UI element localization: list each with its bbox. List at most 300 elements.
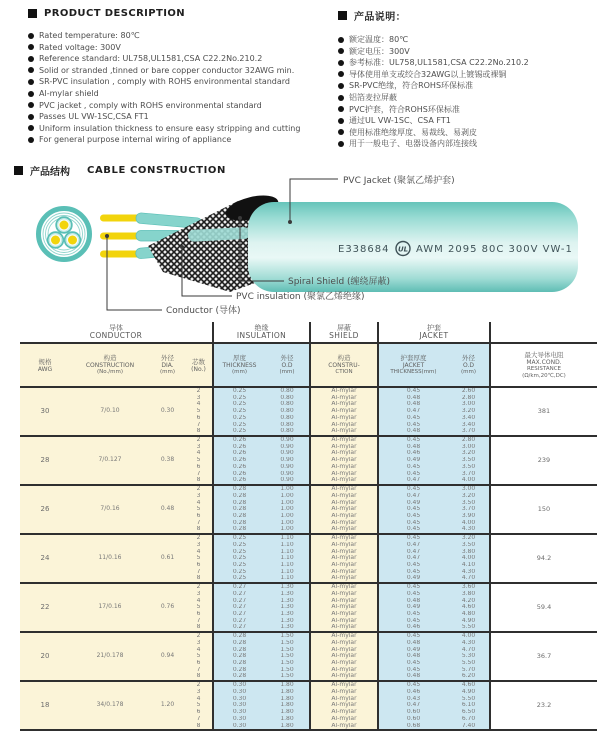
cell-jacket-od: 4.30 — [448, 640, 490, 647]
bullet-icon — [28, 91, 34, 97]
cell-cores: 2 — [185, 387, 213, 395]
cell-ins-od: 1.50 — [265, 673, 310, 681]
cell-ins-od: 1.10 — [265, 569, 310, 576]
cell-cores: 6 — [185, 611, 213, 618]
cell-ins-thickness: 0.26 — [213, 471, 265, 478]
cell-ins-od: 1.00 — [265, 485, 310, 493]
col-jacket-od: 外径 O.D (mm) — [448, 343, 490, 387]
cell-resistance: 94.2 — [490, 534, 597, 583]
cell-jacket-od: 4.30 — [448, 569, 490, 576]
cell-ins-od: 0.80 — [265, 428, 310, 436]
cell-shield: Al-mylar — [310, 408, 378, 415]
construction-heading-zh: 产品结构 — [30, 167, 70, 178]
cell-ins-od: 1.80 — [265, 709, 310, 716]
cell-jacket-od: 5.70 — [448, 667, 490, 674]
spec-subrow — [20, 583, 597, 591]
bullet-text: PVC jacket , comply with ROHS environmental standard — [39, 100, 262, 110]
desc-item-zh — [338, 34, 603, 46]
cell-shield: Al-mylar — [310, 387, 378, 395]
cell-cores: 3 — [185, 591, 213, 598]
cell-jacket-od: 4.90 — [448, 618, 490, 625]
description-column-en — [0, 8, 322, 150]
bullet-icon — [28, 79, 34, 85]
cell-shield: Al-mylar — [310, 640, 378, 647]
bullet-list-en — [28, 30, 322, 146]
cell-jacket-thickness: 0.45 — [378, 520, 448, 527]
cell-ins-thickness: 0.26 — [213, 457, 265, 464]
cell-shield: Al-mylar — [310, 450, 378, 457]
cell-jacket-od: 6.70 — [448, 716, 490, 723]
bullet-icon — [338, 48, 344, 54]
cell-jacket-thickness: 0.43 — [378, 696, 448, 703]
cell-jacket-od: 3.70 — [448, 428, 490, 436]
cell-cores: 5 — [185, 506, 213, 513]
spec-subrow — [20, 436, 597, 444]
cell-jacket-od: 3.90 — [448, 513, 490, 520]
desc-item-en — [28, 65, 322, 77]
cell-ins-thickness: 0.30 — [213, 696, 265, 703]
cell-ins-thickness: 0.28 — [213, 520, 265, 527]
cell-ins-od: 1.30 — [265, 604, 310, 611]
cell-ins-od: 0.90 — [265, 444, 310, 451]
cell-ins-od: 1.50 — [265, 660, 310, 667]
desc-item-en — [28, 53, 322, 65]
product-description-section — [0, 8, 603, 150]
cell-ins-od: 0.80 — [265, 422, 310, 429]
cell-shield: Al-mylar — [310, 647, 378, 654]
cell-jacket-thickness: 0.47 — [378, 477, 448, 485]
bullet-text: 使用标准绝缘厚度、易裁线、易剥皮 — [349, 127, 477, 137]
cell-ins-od: 1.00 — [265, 500, 310, 507]
cell-ins-od: 0.90 — [265, 477, 310, 485]
cell-shield: Al-mylar — [310, 477, 378, 485]
cell-jacket-thickness: 0.60 — [378, 709, 448, 716]
cell-ins-od: 0.90 — [265, 471, 310, 478]
cell-ins-thickness: 0.26 — [213, 444, 265, 451]
cell-jacket-od: 5.30 — [448, 653, 490, 660]
spec-table — [20, 322, 597, 731]
cell-ins-od: 1.50 — [265, 653, 310, 660]
cell-jacket-thickness: 0.45 — [378, 618, 448, 625]
cell-shield: Al-mylar — [310, 709, 378, 716]
cell-cores: 7 — [185, 471, 213, 478]
cell-dia: 0.61 — [150, 534, 185, 583]
cell-ins-thickness: 0.26 — [213, 464, 265, 471]
bullet-icon — [338, 129, 344, 135]
cell-cores: 6 — [185, 709, 213, 716]
cell-ins-thickness: 0.28 — [213, 485, 265, 493]
cell-ins-od: 0.80 — [265, 415, 310, 422]
bullet-icon — [338, 118, 344, 124]
cell-shield: Al-mylar — [310, 681, 378, 689]
col-ins-od: 外径 O.D (mm) — [265, 343, 310, 387]
cell-awg: 28 — [20, 436, 70, 485]
cell-ins-od: 1.80 — [265, 702, 310, 709]
col-cores: 芯数 (No.) — [185, 343, 213, 387]
section-heading-en — [28, 8, 322, 19]
desc-item-zh — [338, 115, 603, 127]
bullet-text: Rated temperature: 80℃ — [39, 31, 140, 40]
group-label-zh: 屏蔽 — [337, 323, 351, 332]
cell-construction: 7/0.127 — [70, 436, 150, 485]
cell-jacket-thickness: 0.47 — [378, 408, 448, 415]
cell-jacket-od: 6.50 — [448, 709, 490, 716]
construction-heading-en: CABLE CONSTRUCTION — [87, 165, 226, 176]
cell-jacket-thickness: 0.47 — [378, 549, 448, 556]
cell-ins-od: 0.90 — [265, 450, 310, 457]
cell-shield: Al-mylar — [310, 485, 378, 493]
cell-cores: 5 — [185, 408, 213, 415]
bullet-icon — [28, 44, 34, 50]
cell-jacket-od: 4.00 — [448, 477, 490, 485]
cell-jacket-thickness: 0.45 — [378, 583, 448, 591]
cell-jacket-thickness: 0.45 — [378, 632, 448, 640]
cell-shield: Al-mylar — [310, 604, 378, 611]
cell-ins-od: 1.50 — [265, 647, 310, 654]
cell-cores: 5 — [185, 702, 213, 709]
cell-cores: 4 — [185, 696, 213, 703]
cell-cores: 3 — [185, 493, 213, 500]
cell-ins-thickness: 0.28 — [213, 513, 265, 520]
cell-ins-od: 1.00 — [265, 513, 310, 520]
cell-jacket-thickness: 0.47 — [378, 542, 448, 549]
cell-jacket-od: 3.40 — [448, 422, 490, 429]
cell-jacket-od: 3.20 — [448, 493, 490, 500]
cell-jacket-od: 3.50 — [448, 500, 490, 507]
col-awg: 规格 AWG — [20, 343, 70, 387]
cell-ins-thickness: 0.30 — [213, 716, 265, 723]
cell-resistance: 381 — [490, 387, 597, 436]
cell-cores: 6 — [185, 513, 213, 520]
cell-cores: 7 — [185, 569, 213, 576]
bullet-icon — [338, 83, 344, 89]
cell-jacket-thickness: 0.45 — [378, 569, 448, 576]
bullet-text: SR-PVC绝缘，符合ROHS环保标准 — [349, 81, 474, 91]
cell-jacket-od: 4.70 — [448, 647, 490, 654]
cell-jacket-thickness: 0.45 — [378, 471, 448, 478]
bullet-text: Rated voltage: 300V — [39, 42, 121, 52]
group-label-zh: 绝缘 — [254, 323, 269, 332]
col-jacket-thickness: 护套厚度 JACKET THICKNESS(mm) — [378, 343, 448, 387]
bullet-text: Solid or stranded ,tinned or bare copper conductor 32AWG min. — [39, 65, 295, 75]
cell-ins-od: 1.30 — [265, 618, 310, 625]
cell-jacket-od: 4.00 — [448, 520, 490, 527]
bullet-text: Passes UL VW-1SC,CSA FT1 — [39, 112, 149, 122]
cell-shield: Al-mylar — [310, 611, 378, 618]
cell-cores: 2 — [185, 583, 213, 591]
cell-ins-od: 0.90 — [265, 436, 310, 444]
cell-jacket-thickness: 0.45 — [378, 660, 448, 667]
cell-shield: Al-mylar — [310, 422, 378, 429]
cell-cores: 5 — [185, 604, 213, 611]
bullet-icon — [28, 114, 34, 120]
spec-subrow — [20, 387, 597, 395]
cell-shield: Al-mylar — [310, 555, 378, 562]
core-top — [56, 217, 72, 233]
cell-awg: 24 — [20, 534, 70, 583]
cell-cores: 4 — [185, 450, 213, 457]
cell-shield: Al-mylar — [310, 723, 378, 731]
group-label-zh: 导体 — [109, 323, 123, 332]
cell-jacket-od: 5.50 — [448, 696, 490, 703]
cell-ins-thickness: 0.28 — [213, 500, 265, 507]
cell-jacket-thickness: 0.68 — [378, 723, 448, 731]
cell-ins-od: 1.30 — [265, 624, 310, 632]
bullet-icon — [338, 95, 344, 101]
cell-jacket-od: 4.70 — [448, 575, 490, 583]
cell-dia: 0.76 — [150, 583, 185, 632]
cell-ins-thickness: 0.30 — [213, 689, 265, 696]
cell-ins-thickness: 0.27 — [213, 591, 265, 598]
cell-ins-thickness: 0.30 — [213, 723, 265, 731]
cell-construction: 17/0.16 — [70, 583, 150, 632]
cell-ins-thickness: 0.28 — [213, 647, 265, 654]
cell-ins-od: 1.50 — [265, 632, 310, 640]
cell-dia: 1.20 — [150, 681, 185, 730]
cell-ins-od: 0.80 — [265, 387, 310, 395]
cell-jacket-thickness: 0.45 — [378, 506, 448, 513]
group-label-zh: 护套 — [427, 323, 441, 332]
cell-shield: Al-mylar — [310, 653, 378, 660]
cell-jacket-od: 4.10 — [448, 562, 490, 569]
cell-cores: 5 — [185, 555, 213, 562]
cell-shield: Al-mylar — [310, 549, 378, 556]
cable-marking-text: AWM 2095 80C 300V VW-1 — [416, 244, 573, 255]
cell-cores: 5 — [185, 653, 213, 660]
cell-jacket-od: 3.20 — [448, 408, 490, 415]
cell-shield: Al-mylar — [310, 618, 378, 625]
cell-shield: Al-mylar — [310, 415, 378, 422]
cell-construction: 34/0.178 — [70, 681, 150, 730]
bullet-text: 导体使用单支或绞合32AWG以上镀锡或裸铜 — [349, 69, 507, 79]
description-column-zh — [322, 8, 603, 150]
cell-jacket-thickness: 0.47 — [378, 493, 448, 500]
cell-jacket-thickness: 0.45 — [378, 534, 448, 542]
bullet-icon — [28, 125, 34, 131]
cell-ins-thickness: 0.30 — [213, 702, 265, 709]
cell-jacket-thickness: 0.45 — [378, 485, 448, 493]
col-max-resistance: 最大导体电阻 MAX.COND. RESISTANCE (Ω/km,20℃,DC) — [490, 343, 597, 387]
cell-jacket-od: 3.40 — [448, 415, 490, 422]
cell-jacket-thickness: 0.49 — [378, 500, 448, 507]
cell-shield: Al-mylar — [310, 716, 378, 723]
cell-jacket-thickness: 0.47 — [378, 702, 448, 709]
cell-resistance: 150 — [490, 485, 597, 534]
cell-ins-thickness: 0.25 — [213, 569, 265, 576]
cell-jacket-od: 6.20 — [448, 673, 490, 681]
group-label-en: CONDUCTOR — [89, 330, 143, 340]
cell-ins-thickness: 0.27 — [213, 598, 265, 605]
group-label-en: SHIELD — [329, 330, 359, 340]
cell-shield: Al-mylar — [310, 591, 378, 598]
cell-cores: 4 — [185, 598, 213, 605]
cell-shield: Al-mylar — [310, 542, 378, 549]
cell-ins-od: 1.80 — [265, 681, 310, 689]
desc-item-en — [28, 42, 322, 54]
black-square-icon — [338, 11, 347, 20]
bullet-icon — [338, 141, 344, 147]
cell-awg: 30 — [20, 387, 70, 436]
cell-jacket-thickness: 0.45 — [378, 562, 448, 569]
cell-cores: 2 — [185, 534, 213, 542]
cell-ins-od: 1.10 — [265, 562, 310, 569]
cell-construction: 7/0.16 — [70, 485, 150, 534]
cell-resistance: 239 — [490, 436, 597, 485]
section-heading-zh — [338, 8, 603, 23]
cell-ins-thickness: 0.25 — [213, 542, 265, 549]
cell-ins-od: 1.00 — [265, 493, 310, 500]
section-heading-zh-text: 产品说明： — [354, 12, 406, 23]
cell-ins-thickness: 0.25 — [213, 534, 265, 542]
cell-jacket-od: 5.50 — [448, 660, 490, 667]
cell-jacket-od: 7.40 — [448, 723, 490, 731]
cell-ins-thickness: 0.25 — [213, 562, 265, 569]
cell-ins-od: 1.30 — [265, 598, 310, 605]
cell-jacket-od: 3.00 — [448, 401, 490, 408]
label-conductor: Conductor (导体) — [166, 306, 241, 316]
cell-shield: Al-mylar — [310, 464, 378, 471]
cell-shield: Al-mylar — [310, 493, 378, 500]
cell-cores: 4 — [185, 500, 213, 507]
cell-ins-od: 0.90 — [265, 457, 310, 464]
cell-shield: Al-mylar — [310, 471, 378, 478]
cell-cores: 3 — [185, 542, 213, 549]
bullet-text: 额定温度：80℃ — [349, 35, 409, 44]
desc-item-en — [28, 134, 322, 146]
bullet-icon — [28, 102, 34, 108]
cell-ins-od: 0.80 — [265, 408, 310, 415]
bullet-text: For general purpose internal wiring of appliance — [39, 135, 232, 145]
desc-item-en — [28, 30, 322, 42]
cell-jacket-od: 4.60 — [448, 604, 490, 611]
cell-awg: 26 — [20, 485, 70, 534]
cell-dia: 0.38 — [150, 436, 185, 485]
cell-ins-od: 0.80 — [265, 395, 310, 402]
cell-cores: 7 — [185, 422, 213, 429]
cell-ins-od: 1.10 — [265, 542, 310, 549]
cell-jacket-thickness: 0.49 — [378, 647, 448, 654]
cell-jacket-od: 3.70 — [448, 471, 490, 478]
cell-cores: 8 — [185, 575, 213, 583]
bullet-text: PVC护套，符合ROHS环保标准 — [349, 104, 460, 114]
cell-jacket-thickness: 0.48 — [378, 428, 448, 436]
cell-jacket-od: 3.80 — [448, 591, 490, 598]
cell-jacket-od: 4.60 — [448, 681, 490, 689]
cell-ins-thickness: 0.25 — [213, 415, 265, 422]
cell-ins-thickness: 0.25 — [213, 555, 265, 562]
group-resistance — [490, 322, 597, 343]
cell-jacket-thickness: 0.60 — [378, 716, 448, 723]
cell-cores: 6 — [185, 562, 213, 569]
section-heading-en-text: PRODUCT DESCRIPTION — [44, 8, 186, 19]
cell-jacket-od: 3.50 — [448, 542, 490, 549]
cell-construction: 11/0.16 — [70, 534, 150, 583]
cell-ins-thickness: 0.27 — [213, 618, 265, 625]
cell-jacket-thickness: 0.45 — [378, 436, 448, 444]
spec-subrow — [20, 681, 597, 689]
bullet-icon — [28, 67, 34, 73]
cell-jacket-od: 4.20 — [448, 598, 490, 605]
cell-awg: 20 — [20, 632, 70, 681]
bullet-text: 参考标准：UL758,UL1581,CSA C22.2No.210.2 — [349, 58, 529, 68]
cell-jacket-thickness: 0.45 — [378, 526, 448, 534]
cell-shield: Al-mylar — [310, 562, 378, 569]
bullet-text: 铝箔麦拉屏蔽 — [349, 92, 397, 102]
core-bottom-left — [48, 232, 64, 248]
cell-jacket-od: 2.60 — [448, 387, 490, 395]
cell-ins-od: 1.00 — [265, 526, 310, 534]
group-header-row — [20, 322, 597, 343]
cell-ins-thickness: 0.26 — [213, 450, 265, 457]
cell-cores: 7 — [185, 716, 213, 723]
cell-cores: 8 — [185, 723, 213, 731]
cell-shield: Al-mylar — [310, 702, 378, 709]
cell-cores: 8 — [185, 477, 213, 485]
cell-jacket-thickness: 0.48 — [378, 401, 448, 408]
cell-jacket-od: 4.90 — [448, 689, 490, 696]
bullet-text: 通过UL VW-1SC、CSA FT1 — [349, 116, 451, 126]
cell-cores: 7 — [185, 667, 213, 674]
cell-resistance: 36.7 — [490, 632, 597, 681]
cell-resistance: 23.2 — [490, 681, 597, 730]
cell-ins-thickness: 0.25 — [213, 387, 265, 395]
bullet-icon — [338, 60, 344, 66]
desc-item-en — [28, 123, 322, 135]
desc-item-zh — [338, 127, 603, 139]
cell-ins-thickness: 0.28 — [213, 640, 265, 647]
cell-cores: 6 — [185, 660, 213, 667]
desc-item-zh — [338, 92, 603, 104]
cell-jacket-od: 4.00 — [448, 632, 490, 640]
cell-ins-thickness: 0.27 — [213, 583, 265, 591]
group-conductor — [20, 322, 213, 343]
bullet-icon — [28, 137, 34, 143]
cell-jacket-od: 3.80 — [448, 549, 490, 556]
cell-jacket-thickness: 0.46 — [378, 689, 448, 696]
spec-subrow — [20, 534, 597, 542]
cell-shield: Al-mylar — [310, 575, 378, 583]
cell-jacket-thickness: 0.47 — [378, 555, 448, 562]
cell-ins-thickness: 0.30 — [213, 681, 265, 689]
cell-shield: Al-mylar — [310, 583, 378, 591]
cell-jacket-od: 4.80 — [448, 611, 490, 618]
bullet-text: Uniform insulation thickness to ensure easy stripping and cutting — [39, 123, 301, 133]
desc-item-zh — [338, 138, 603, 150]
cell-jacket-thickness: 0.45 — [378, 611, 448, 618]
cell-ins-thickness: 0.27 — [213, 611, 265, 618]
cell-ins-od: 1.30 — [265, 583, 310, 591]
cell-cores: 2 — [185, 681, 213, 689]
group-jacket — [378, 322, 490, 343]
group-label-en: JACKET — [419, 330, 449, 340]
cell-jacket-thickness: 0.45 — [378, 415, 448, 422]
cell-shield: Al-mylar — [310, 689, 378, 696]
black-square-icon — [28, 9, 37, 18]
cell-jacket-thickness: 0.48 — [378, 444, 448, 451]
cell-cores: 4 — [185, 401, 213, 408]
bullet-icon — [338, 106, 344, 112]
cell-awg: 22 — [20, 583, 70, 632]
column-header-row — [20, 343, 597, 387]
cell-ins-thickness: 0.25 — [213, 549, 265, 556]
core-bottom-right — [65, 232, 81, 248]
cell-jacket-thickness: 0.46 — [378, 624, 448, 632]
cell-jacket-od: 2.80 — [448, 436, 490, 444]
cell-dia: 0.48 — [150, 485, 185, 534]
cell-jacket-thickness: 0.48 — [378, 673, 448, 681]
spec-table-section — [20, 322, 597, 731]
label-pvc-insulation: PVC insulation (聚氯乙烯绝缘) — [236, 292, 365, 302]
